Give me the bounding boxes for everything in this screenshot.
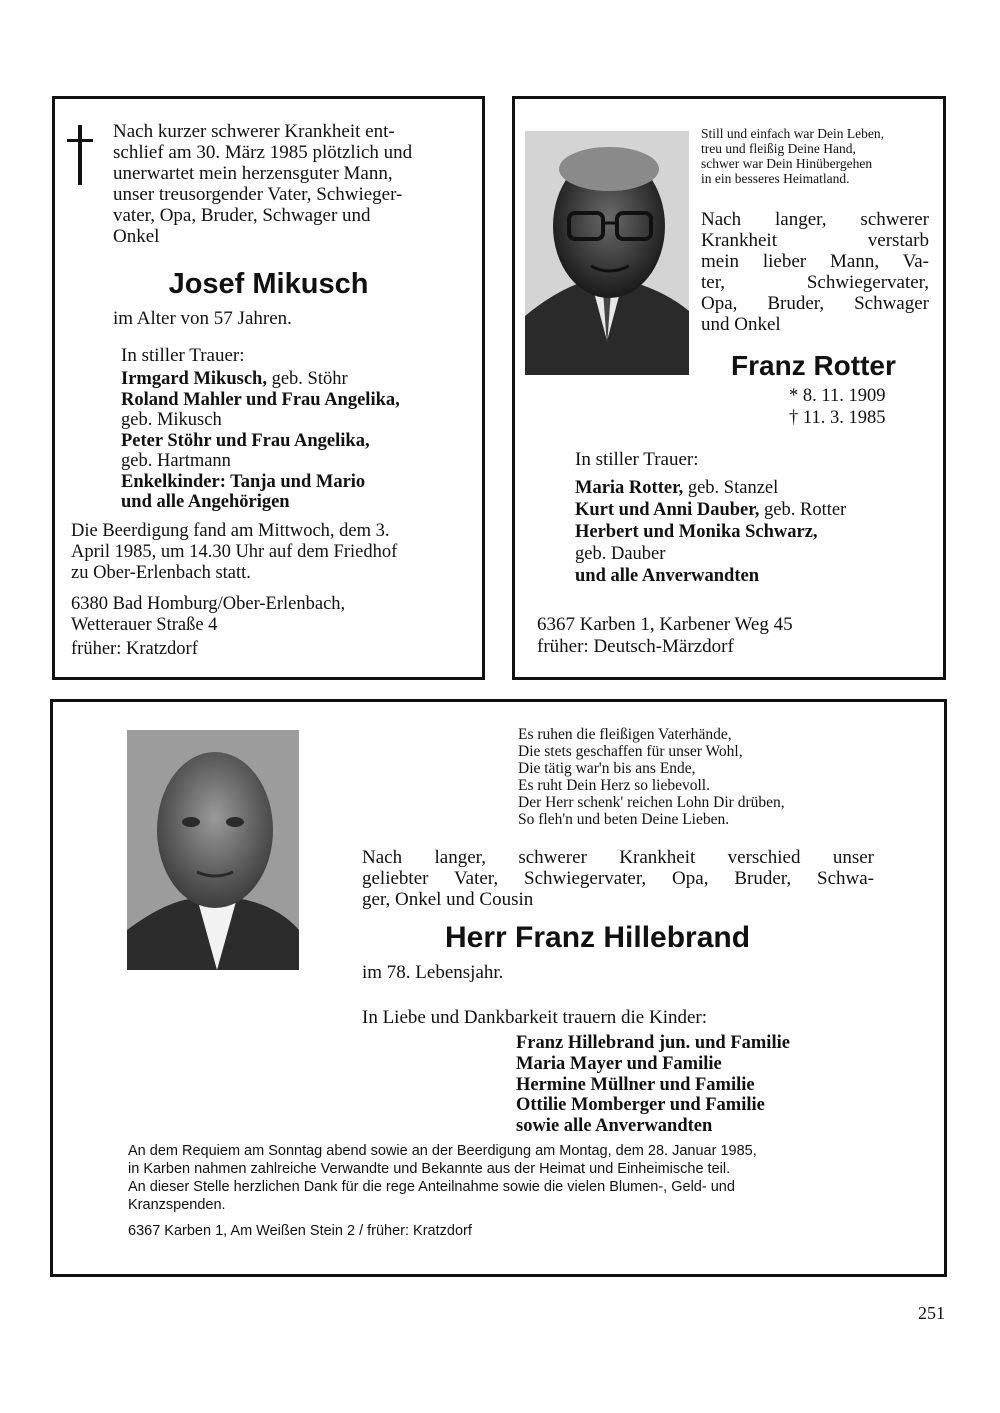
notice2-former: früher: Deutsch-Märzdorf [537,636,734,657]
intro-line: Opa, Bruder, Schwager [701,293,929,314]
mourner-line: Maria Mayer und Familie [516,1053,722,1074]
mourner-line: Kurt und Anni Dauber, geb. Rotter [575,500,847,520]
intro-line: ter, Schwiegervater, [701,272,929,293]
notice2-address: 6367 Karben 1, Karbener Weg 45 [537,614,793,635]
intro-line: Nach langer, schwerer [701,209,929,230]
notice3-thanks: An dem Requiem am Sonntag abend sowie an der Beerdigung am Montag, dem 28. Januar 1985, in Karben nahmen zahlreiche Verwandte und Bekannte aus der Heimat und Einheimische teil. An dieser Stelle herzlichen Dank für die rege Anteilnahme sowie die vielen Blumen-, Geld- und Kranzspenden. [128,1143,757,1213]
notice2-verse: Still und einfach war Dein Leben, treu und fleißig Deine Hand, schwer war Dein Hinübergehen in ein besseres Heimatland. [701,126,884,186]
mourner-line: Ottilie Momberger und Familie [516,1095,765,1116]
notice3-address: 6367 Karben 1, Am Weißen Stein 2 / früher: Kratzdorf [128,1223,472,1239]
mourner-line: und alle Angehörigen [121,492,290,512]
mourner-line: Hermine Müllner und Familie [516,1074,755,1095]
notice1-mourning-heading: In stiller Trauer: [121,345,245,366]
notice2-death-date: † 11. 3. 1985 [789,408,886,428]
notice2-birth-date: * 8. 11. 1909 [789,386,886,406]
intro-line: Krankheit verstarb [701,230,929,251]
page-number: 251 [918,1303,945,1323]
mourner-line: Franz Hillebrand jun. und Familie [516,1033,790,1053]
notice3-mourning-heading: In Liebe und Dankbarkeit trauern die Kinder: [362,1007,708,1028]
mourner-line: geb. Mikusch [121,410,222,430]
notice-franz-rotter [512,96,946,680]
portrait-photo-franz-hillebrand [127,730,299,970]
mourner-line: Peter Stöhr und Frau Angelika, [121,430,370,451]
notice3-age: im 78. Lebensjahr. [362,962,504,983]
mourner-line: Herbert und Monika Schwarz, [575,522,818,542]
notice2-intro [701,209,929,335]
intro-line: Nach langer, schwerer Krankheit verschied unser [362,847,874,868]
notice3-mourners-list [516,1033,896,1137]
cross-icon [65,125,95,185]
notice1-funeral: Die Beerdigung fand am Mittwoch, dem 3. April 1985, um 14.30 Uhr auf dem Friedhof zu Ober-Erlenbach statt. [71,521,398,583]
intro-line: geliebter Vater, Schwiegervater, Opa, Bruder, Schwa- [362,868,874,889]
notice1-address: 6380 Bad Homburg/Ober-Erlenbach, Wetterauer Straße 4 [71,594,346,635]
portrait-photo-franz-rotter [525,131,689,375]
notice2-deceased-name: Franz Rotter [731,350,896,381]
notice3-deceased-name: Herr Franz Hillebrand [445,921,751,954]
intro-line: ger, Onkel und Cousin [362,889,534,910]
intro-line: und Onkel [701,314,781,335]
mourner-line: geb. Hartmann [121,451,231,471]
notice1-deceased-name: Josef Mikusch [168,268,369,300]
notice3-verse: Es ruhen die fleißigen Vaterhände, Die stets geschaffen für unser Wohl, Die tätig war'n bis ans Ende, Es ruht Dein Herz so liebevoll. Der Herr schenk' reichen Lohn Dir drüben, So fleh'n und beten Deine Lieben. [518,726,785,828]
notice3-intro [362,847,874,910]
mourner-line: und alle Anverwandten [575,566,760,586]
mourner-line: sowie alle Anverwandten [516,1116,713,1137]
intro-line: mein lieber Mann, Va- [701,251,929,272]
mourner-line: Enkelkinder: Tanja und Mario [121,471,366,492]
notice1-intro: Nach kurzer schwerer Krankheit ent- schlief am 30. März 1985 plötzlich und unerwartet mein herzensguter Mann, unser treusorgender Vater, Schwieger- vater, Opa, Bruder, Schwager und Onkel [113,121,413,247]
notice1-mourners-list [121,369,471,513]
mourner-line: geb. Dauber [575,544,666,564]
notice2-mourners-list [575,477,945,587]
mourner-line: Roland Mahler und Frau Angelika, [121,389,400,410]
notice1-age: im Alter von 57 Jahren. [113,308,292,329]
notice-josef-mikusch [52,96,485,680]
notice-franz-hillebrand [50,699,947,1277]
notice1-former: früher: Kratzdorf [71,639,198,659]
mourner-line: Irmgard Mikusch, geb. Stöhr [121,369,348,389]
notice2-mourning-heading: In stiller Trauer: [575,449,699,470]
mourner-line: Maria Rotter, geb. Stanzel [575,478,779,498]
